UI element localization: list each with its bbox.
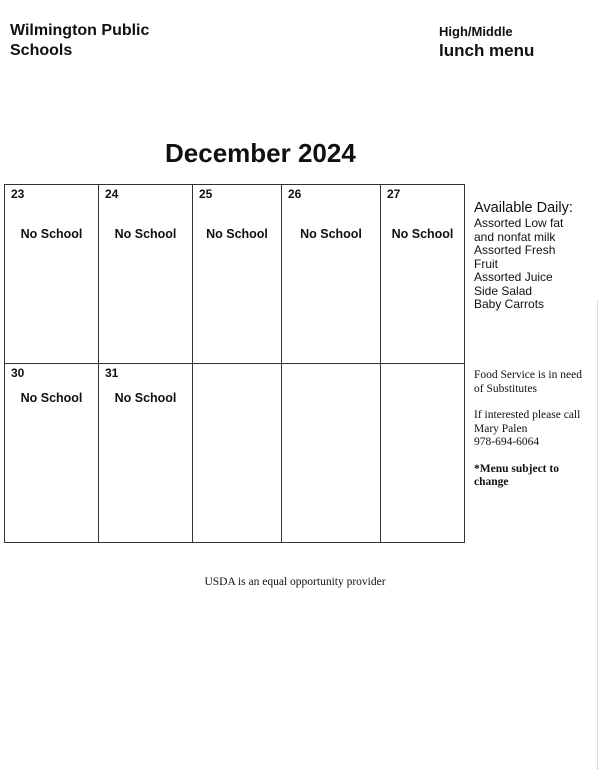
day-number: 24 [105, 187, 119, 201]
contact-note: If interested please call Mary Palen [474, 409, 581, 435]
usda-footer: USDA is an equal opportunity provider [204, 576, 386, 588]
menu-type-label: High/Middle [439, 24, 513, 39]
day-number: 27 [387, 187, 401, 201]
available-daily-heading: Available Daily: [474, 200, 573, 216]
daily-item: and nonfat milk [474, 229, 556, 244]
calendar-day-cell [281, 184, 381, 364]
menu-disclaimer: *Menu subject to change [474, 462, 559, 488]
calendar-day-cell-empty [380, 363, 465, 543]
contact-phone: 978-694-6064 [474, 436, 540, 448]
calendar-grid [4, 184, 465, 543]
daily-item: Assorted Juice [474, 270, 553, 284]
menu-type-title: lunch menu [439, 41, 535, 60]
day-menu-text: No School [20, 391, 83, 405]
daily-item: Assorted Low fat [474, 216, 564, 230]
day-number: 26 [288, 187, 302, 201]
day-menu-text: No School [391, 227, 454, 241]
day-menu-text: No School [300, 227, 362, 241]
calendar-day-cell-empty [281, 363, 381, 543]
day-number: 30 [11, 366, 25, 380]
day-menu-text: No School [114, 391, 177, 405]
day-menu-text: No School [114, 227, 177, 241]
calendar-day-cell [192, 184, 282, 364]
calendar-day-cell [380, 184, 465, 364]
substitutes-note: Food Service is in need of Substitutes [474, 369, 582, 395]
daily-item: Fruit [474, 256, 498, 271]
school-name: Wilmington Public Schools [10, 22, 150, 59]
day-number: 31 [105, 366, 119, 380]
month-title: December 2024 [165, 138, 356, 168]
calendar-day-cell [98, 363, 193, 543]
calendar-day-cell-empty [192, 363, 282, 543]
day-number: 23 [11, 187, 25, 201]
page-edge-divider [597, 300, 598, 769]
calendar-day-cell [4, 184, 99, 364]
daily-item: Side Salad [474, 283, 533, 298]
daily-item: Baby Carrots [474, 297, 545, 311]
daily-item: Assorted Fresh [474, 243, 556, 257]
available-daily-panel [474, 200, 594, 312]
calendar-day-cell [4, 363, 99, 543]
notes-panel [474, 369, 594, 503]
day-number: 25 [199, 187, 213, 201]
day-menu-text: No School [20, 227, 83, 241]
day-menu-text: No School [206, 227, 268, 241]
calendar-day-cell [98, 184, 193, 364]
